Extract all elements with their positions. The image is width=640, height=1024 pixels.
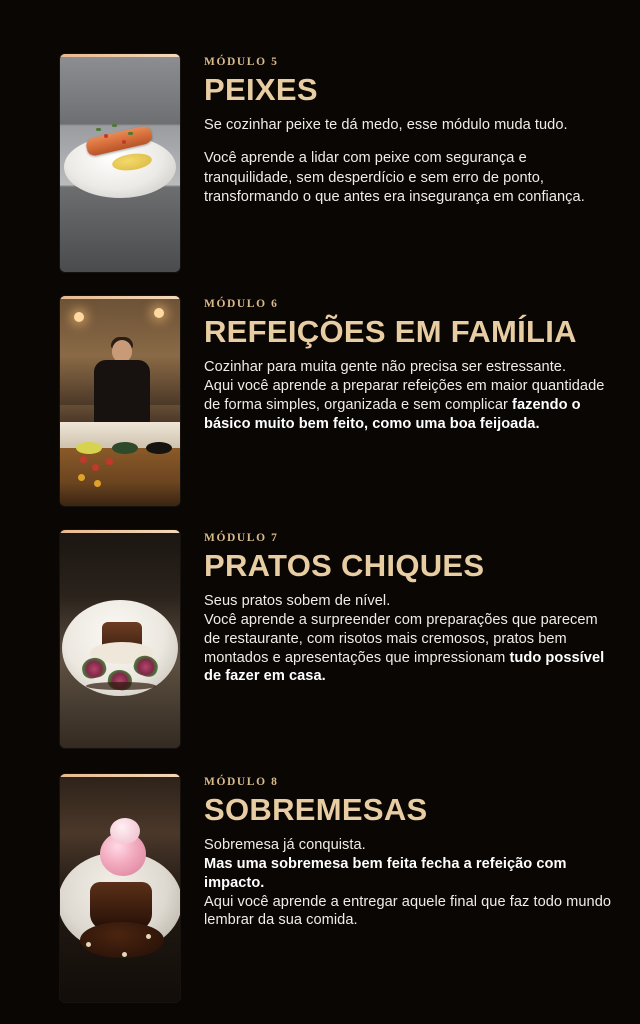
thumbnail-top-accent-bar — [60, 296, 180, 299]
module-paragraph-1 — [204, 836, 618, 931]
module-eyebrow: MÓDULO 8 — [204, 776, 279, 788]
module-eyebrow: MÓDULO 7 — [204, 532, 279, 544]
module-title: PEIXES — [204, 72, 318, 107]
paragraph-text: Sobremesa já conquista. — [204, 836, 366, 853]
photo-fine-dining-plate — [60, 530, 180, 748]
module-card-pratos-chiques — [0, 530, 640, 748]
module-thumbnail-wrapper — [60, 530, 180, 748]
paragraph-emphasis: tudo possível de fazer em casa. — [204, 649, 605, 685]
module-card-peixes — [0, 54, 640, 272]
paragraph-text: Cozinhar para muita gente não precisa ser estressante. — [204, 358, 567, 375]
module-title: PRATOS CHIQUES — [204, 548, 485, 583]
module-title: REFEIÇÕES EM FAMÍLIA — [204, 314, 577, 349]
thumbnail-top-accent-bar — [60, 530, 180, 533]
paragraph-text: Você aprende a surpreender com preparações que parecem de restaurante, com risotos mais cremosos, pratos bem montados e apresentações que impressionam — [204, 611, 598, 666]
module-list-page — [0, 54, 640, 1024]
module-paragraph-1 — [204, 592, 618, 687]
photo-salmon-plate — [60, 54, 180, 272]
module-image-pratos-chiques — [60, 530, 180, 748]
photo-chef-counter — [60, 296, 180, 506]
module-image-sobremesas — [60, 774, 180, 1002]
thumbnail-top-accent-bar — [60, 54, 180, 57]
thumbnail-top-accent-bar — [60, 774, 180, 777]
module-card-sobremesas — [0, 774, 640, 1002]
module-image-peixes — [60, 54, 180, 272]
module-paragraph-1 — [204, 358, 618, 434]
module-eyebrow: MÓDULO 5 — [204, 56, 279, 68]
paragraph-emphasis: Mas uma sobremesa bem feita fecha a refeição com impacto. — [204, 855, 567, 891]
module-title: SOBREMESAS — [204, 792, 428, 827]
paragraph-text: Aqui você aprende a entregar aquele final que faz todo mundo lembrar da sua comida. — [204, 893, 612, 929]
module-text-block — [204, 774, 618, 930]
module-thumbnail-wrapper — [60, 54, 180, 272]
module-thumbnail-wrapper — [60, 774, 180, 1002]
paragraph-text: Aqui você aprende a preparar refeições em maior quantidade de forma simples, organizada e sem complicar — [204, 377, 605, 413]
paragraph-emphasis: fazendo o básico muito bem feito, como uma boa feijoada. — [204, 396, 581, 432]
module-paragraph-1: Se cozinhar peixe te dá medo, esse módulo muda tudo. — [204, 116, 568, 133]
module-text-block — [204, 54, 618, 208]
module-paragraph-2: Você aprende a lidar com peixe com segurança e tranquilidade, sem desperdício e sem erro de ponto, transformando o que antes era insegurança em confiança. — [204, 150, 585, 206]
module-text-block — [204, 530, 618, 686]
module-image-refeicoes — [60, 296, 180, 506]
module-card-refeicoes-em-familia — [0, 296, 640, 506]
paragraph-text: Seus pratos sobem de nível. — [204, 592, 391, 609]
module-thumbnail-wrapper — [60, 296, 180, 506]
module-eyebrow: MÓDULO 6 — [204, 298, 279, 310]
module-text-block — [204, 296, 618, 433]
photo-petit-gateau — [60, 774, 180, 1002]
